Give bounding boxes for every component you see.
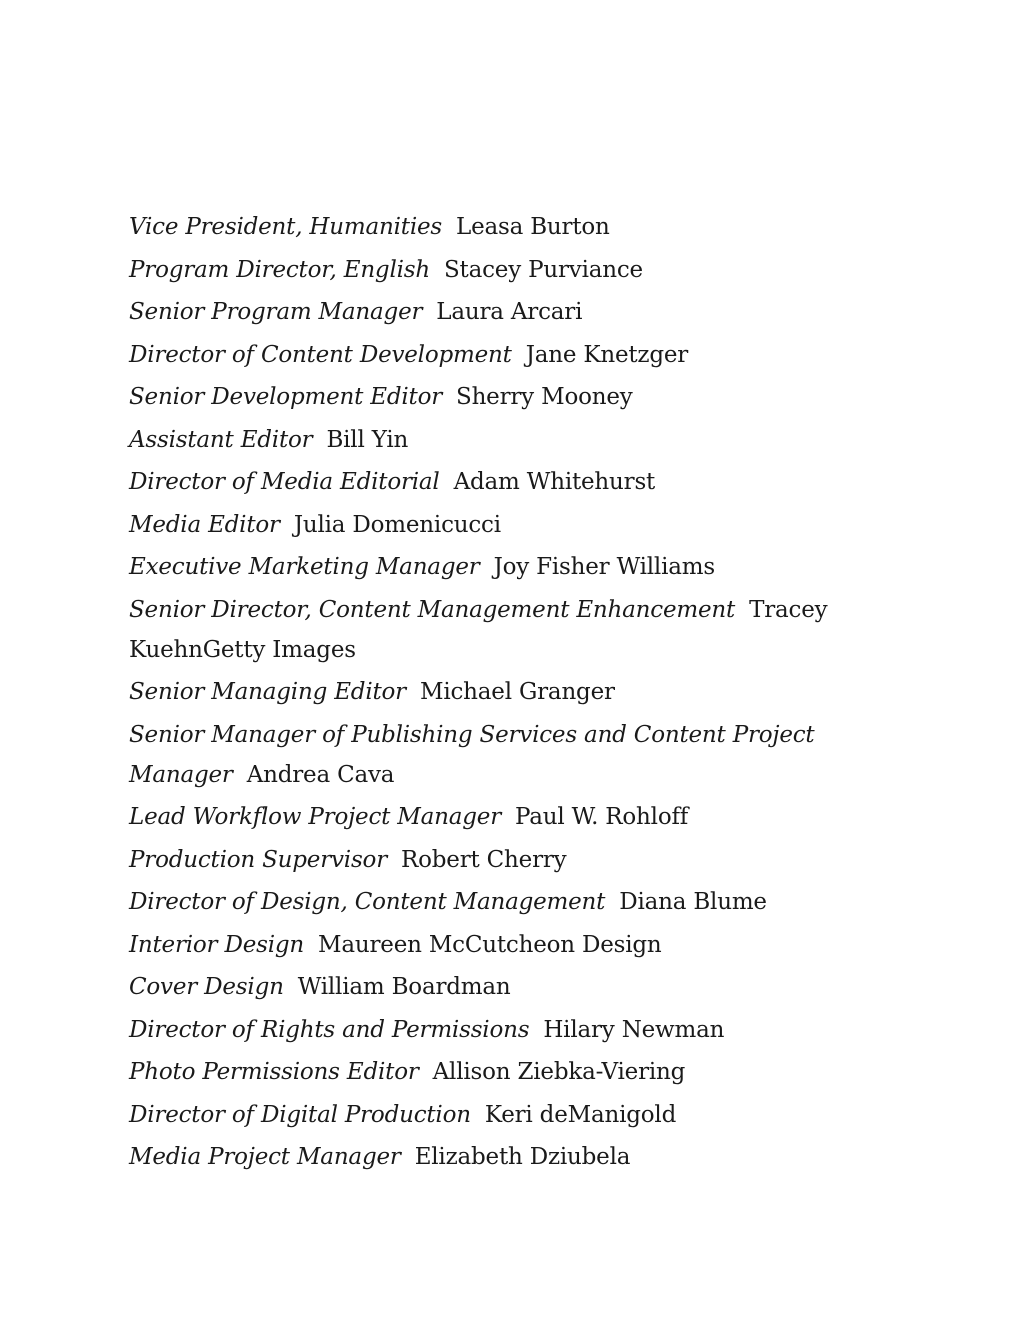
credit-role: Senior Program Manager (129, 299, 423, 325)
credit-line (129, 882, 889, 922)
credit-line (129, 505, 889, 545)
credit-line (129, 925, 889, 965)
credit-line (129, 377, 889, 417)
credit-name: Tracey KuehnGetty Images (129, 596, 828, 663)
credit-name: Adam Whitehurst (453, 469, 656, 495)
credit-name: Bill Yin (326, 426, 409, 453)
credit-line (129, 715, 889, 795)
credit-role: Media Editor (129, 511, 280, 538)
credit-line (129, 1010, 889, 1050)
credit-name: Sherry Mooney (456, 384, 633, 410)
credit-line (129, 207, 889, 247)
credit-line (129, 840, 889, 880)
credit-role: Interior Design (129, 931, 305, 958)
credit-name: Michael Granger (419, 679, 615, 705)
credit-role: Cover Design (129, 974, 284, 1000)
credit-line (129, 1137, 889, 1177)
credit-role: Senior Director, Content Management Enhancement (129, 596, 736, 623)
credit-role: Senior Managing Editor (129, 679, 406, 705)
credit-role: Executive Marketing Manager (129, 554, 480, 580)
credit-name: Hilary Newman (543, 1016, 725, 1043)
credit-name: Julia Domenicucci (293, 511, 501, 538)
credit-name: Diana Blume (619, 889, 767, 915)
credit-role: Senior Development Editor (129, 384, 443, 410)
credit-line (129, 1095, 889, 1135)
credit-line (129, 1052, 889, 1092)
credit-name: Robert Cherry (401, 846, 567, 873)
credit-name: William Boardman (297, 974, 511, 1000)
credit-name: Andrea Cava (246, 761, 395, 788)
credit-line (129, 335, 889, 375)
credit-line (129, 292, 889, 332)
credit-line (129, 967, 889, 1007)
credit-name: Stacey Purviance (444, 256, 643, 283)
credit-name: Joy Fisher Williams (493, 554, 715, 580)
credit-role: Vice President, Humanities (129, 214, 442, 240)
credit-name: Allison Ziebka-Viering (432, 1059, 686, 1085)
credit-name: Keri deManigold (484, 1101, 677, 1128)
credit-line (129, 797, 889, 837)
credit-name: Elizabeth Dziubela (414, 1144, 631, 1170)
credit-name: Jane Knetzger (525, 341, 689, 368)
credit-line (129, 462, 889, 502)
credit-role: Assistant Editor (129, 426, 313, 453)
credit-role: Lead Workflow Project Manager (129, 804, 502, 830)
credit-line (129, 420, 889, 460)
credit-role: Photo Permissions Editor (129, 1059, 419, 1085)
credit-line (129, 250, 889, 290)
credit-role: Program Director, English (129, 256, 430, 283)
credit-role: Director of Content Development (129, 341, 512, 368)
credit-name: Leasa Burton (456, 214, 610, 240)
credit-line (129, 547, 889, 587)
credit-name: Maureen McCutcheon Design (318, 931, 662, 958)
credit-name: Paul W. Rohloff (515, 804, 689, 830)
credit-role: Director of Design, Content Management (129, 889, 606, 915)
credit-role: Director of Digital Production (129, 1101, 471, 1128)
credit-role: Senior Manager of Publishing Services and Content Project Manager (129, 721, 815, 788)
credit-role: Media Project Manager (129, 1144, 401, 1170)
credits-list (129, 207, 889, 1180)
credit-role: Production Supervisor (129, 846, 387, 873)
credit-line (129, 672, 889, 712)
credit-role: Director of Rights and Permissions (129, 1016, 530, 1043)
credit-role: Director of Media Editorial (129, 469, 440, 495)
credit-name: Laura Arcari (436, 299, 583, 325)
credit-line (129, 590, 889, 670)
